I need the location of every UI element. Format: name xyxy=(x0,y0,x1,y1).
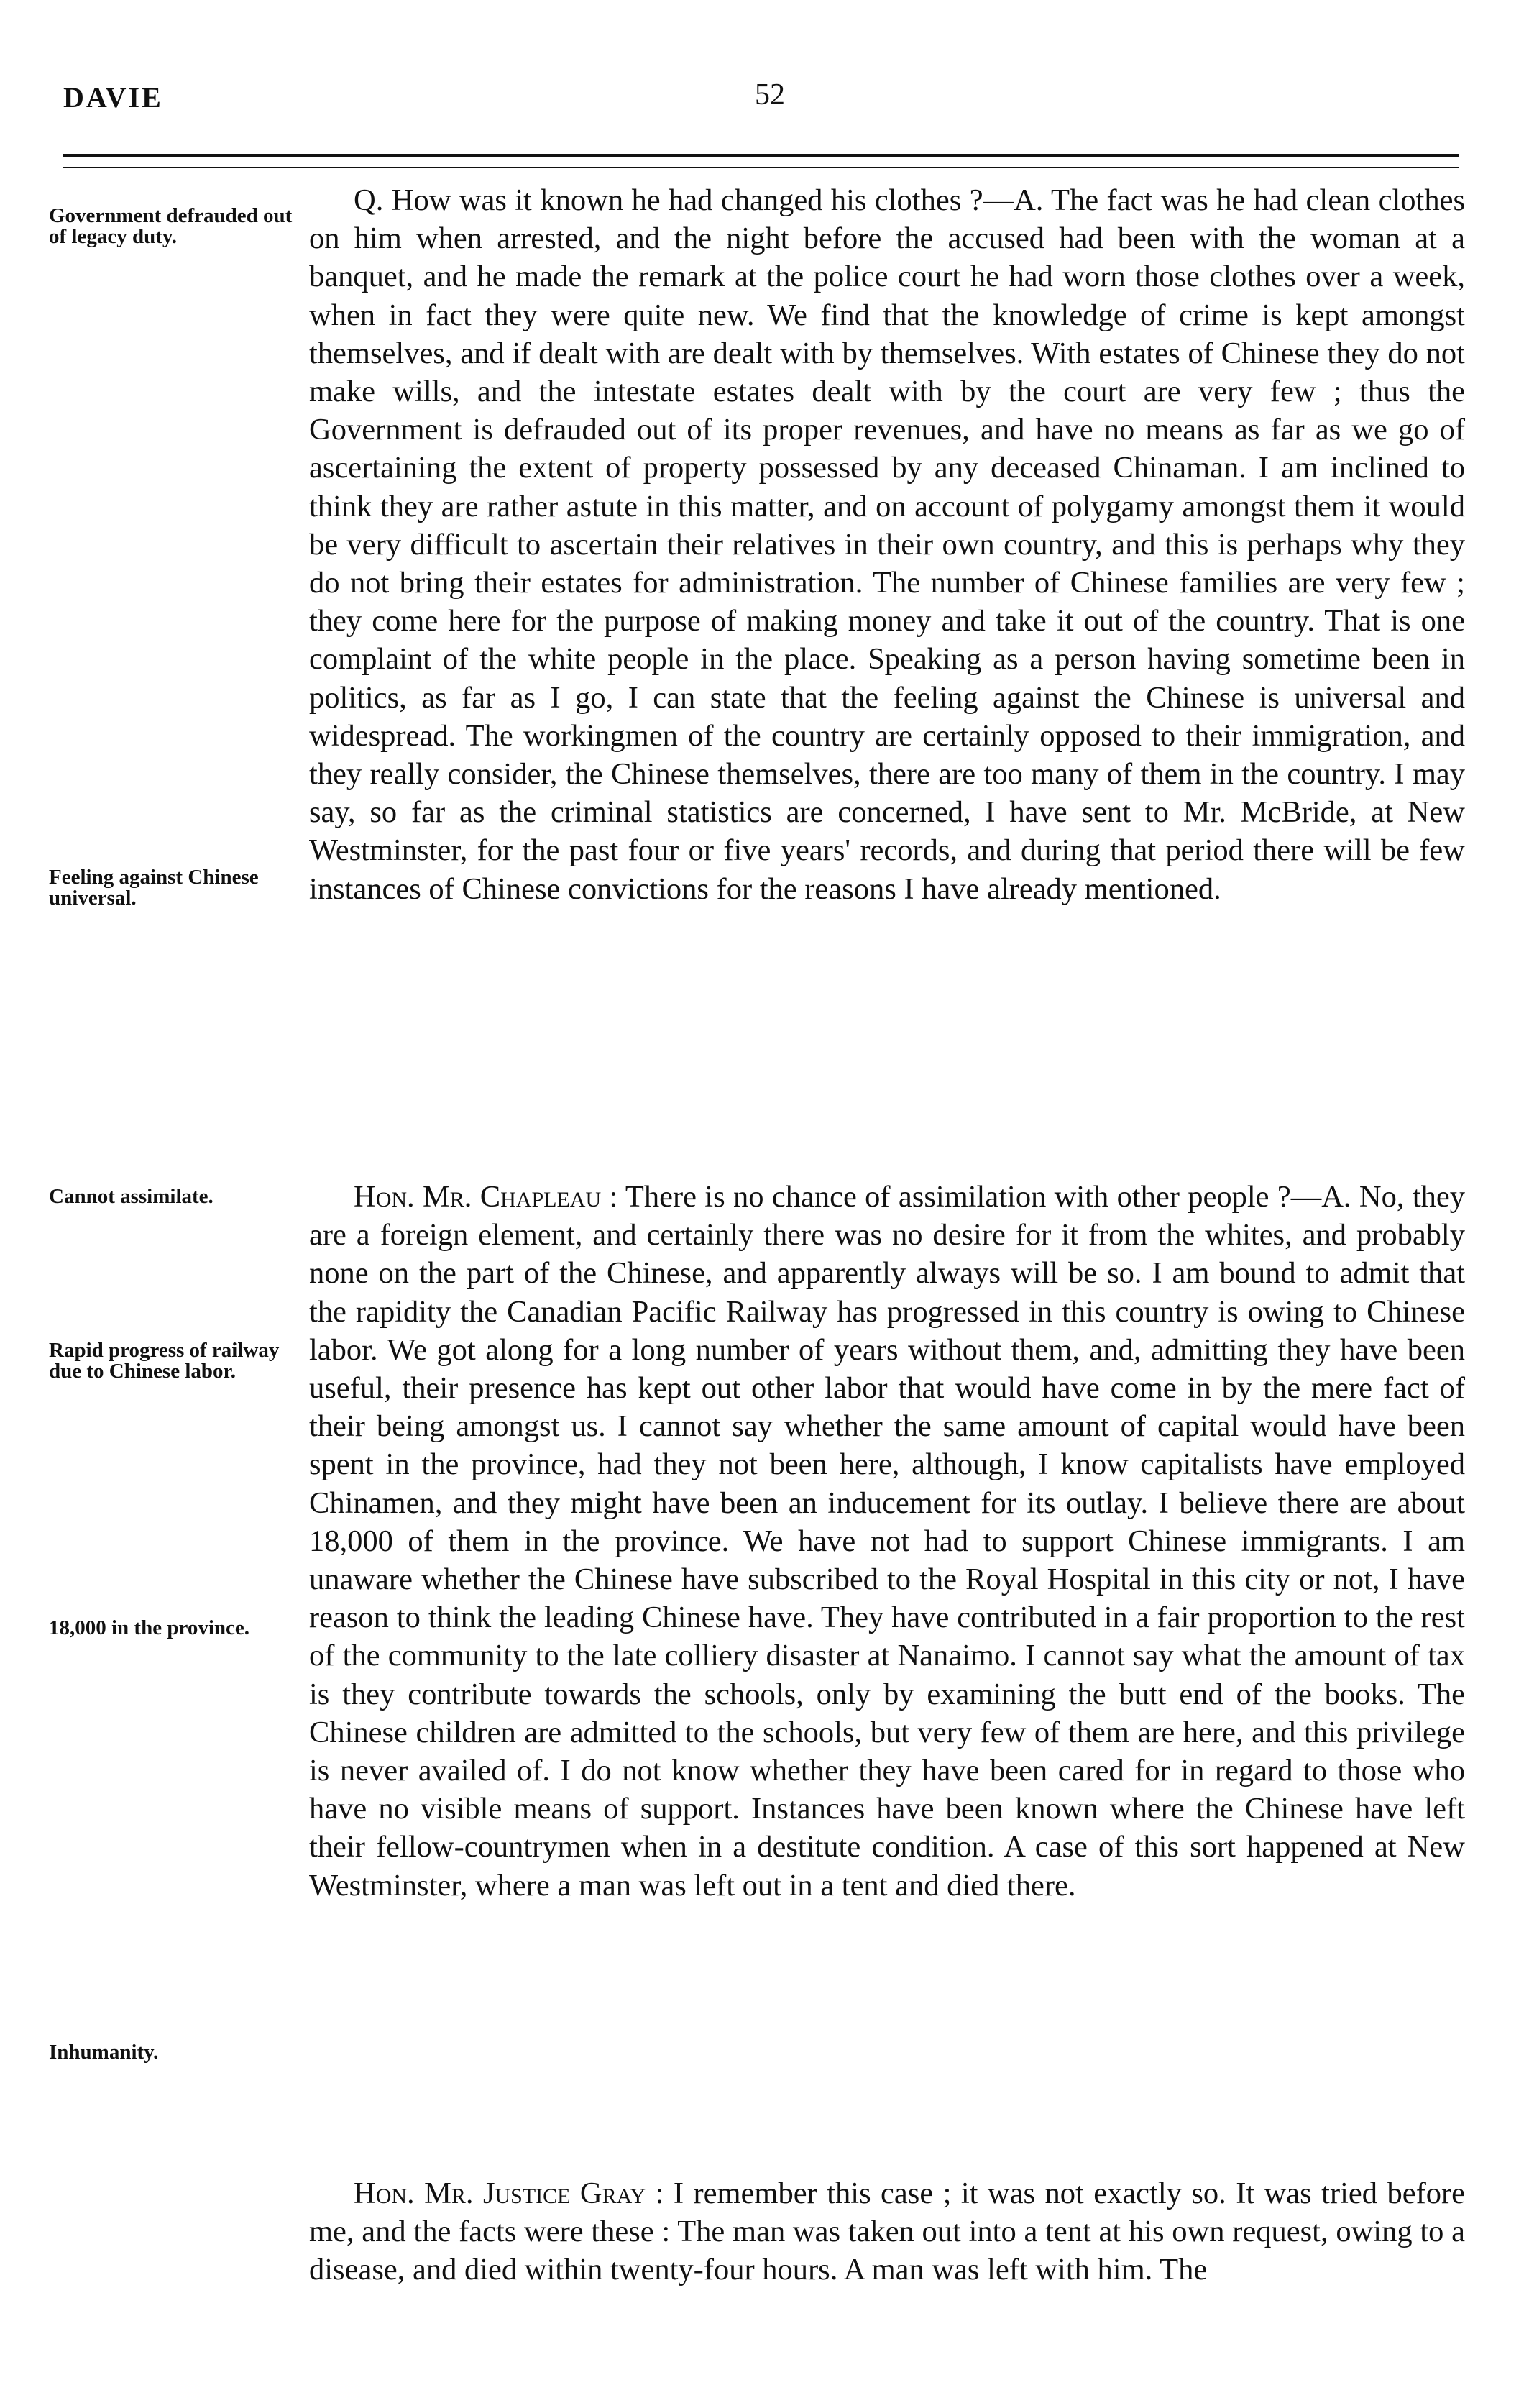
paragraph-justice-gray xyxy=(309,2174,1465,2289)
header-rule-thin xyxy=(63,167,1459,168)
speaker-name: Hon. Mr. Chapleau xyxy=(354,1180,602,1214)
page-number: 52 xyxy=(755,78,785,111)
speaker-name: Hon. Mr. Justice Gray xyxy=(354,2176,646,2210)
sidenote-railway: Rapid progress of railway due to Chinese labor. xyxy=(49,1339,280,1383)
sidenote-inhumanity: Inhumanity. xyxy=(49,2041,159,2064)
paragraph-chapleau xyxy=(309,1178,1465,1905)
paragraph-text: Q. How was it known he had changed his clothes ?—A. The fact was he had clean clothes on him when arrested, and the night before the accused had been with the woman at a banquet, and he made the remark at the police court he had worn those clothes over a week, when in fact they were quite new. We find that the knowledge of crime is kept amongst themselves, and if dealt with are dealt with by themselves. With estates of Chinese they do not make wills, and the intestate estates dealt with by the court are very few ; thus the Government is defrauded out of its proper revenues, and have no means as far as we go of ascertaining the extent of property possessed by any deceased Chinaman. I am inclined to think they are rather astute in this matter, and on account of polygamy amongst them it would be very difficult to ascertain their relatives in their own country, and this is perhaps why they do not bring their estates for administration. The number of Chinese families are very few ; they come here for the purpose of making money and take it out of the country. That is one complaint of the white people in the place. Speaking as a person having sometime been in politics, as far as I go, I can state that the feeling against the Chinese is universal and widespread. The workingmen of the country are certainly opposed to their immigration, and they really consider, the Chinese themselves, there are too many of them in the country. I may say, so far as the criminal statistics are concerned, I have sent to Mr. McBride, at New Westminster, for the past four or five years' records, and during that period there will be few instances of Chinese convictions for the reasons I have already mentioned. xyxy=(309,183,1465,906)
paragraph-testimony xyxy=(309,181,1465,908)
sidenote-legacy-duty: Government defrauded out of legacy duty. xyxy=(49,204,293,248)
sidenote-feeling: Feeling against Chinese universal. xyxy=(49,866,259,910)
running-head: DAVIE xyxy=(63,81,163,114)
paragraph-text: : There is no chance of assimilation with other people ?—A. No, they are a foreign element, and certainly there was no desire for it from the whites, and probably none on the part of the Chinese, and apparently always will be so. I am bound to admit that the rapidity the Canadian Pacific Railway has progressed in this country is owing to Chinese labor. We got along for a long number of years without them, and, admitting they have been useful, their presence has kept out other labor that would have come in by the mere fact of their being amongst us. I cannot say whether the same amount of capital would have been spent in the province, had they not been here, although, I know capitalists have employed Chinamen, and they might have been an inducement for its outlay. I believe there are about 18,000 of them in the province. We have not had to support Chinese immigrants. I am unaware whether the Chinese have subscribed to the Royal Hospital in this city or not, I have reason to think the leading Chinese have. They have contributed in a fair proportion to the rest of the community to the late colliery disaster at Nanaimo. I cannot say what the amount of tax is they contribute towards the schools, only by examining the butt end of the books. The Chinese children are admitted to the schools, but very few of them are here, and this privilege is never availed of. I do not know whether they have been cared for in regard to those who have no visible means of support. Instances have been known where the Chinese have left their fellow-countrymen when in a destitute condition. A case of this sort happened at New Westminster, where a man was left out in a tent and died there. xyxy=(309,1180,1465,1903)
paragraph-text: : I remember this case ; it was not exactly so. It was tried before me, and the facts were these : The man was taken out into a tent at his own request, owing to a disease, and died within twenty-four hours. A man was left with him. The xyxy=(309,2176,1465,2287)
sidenote-population: 18,000 in the province. xyxy=(49,1616,249,1639)
sidenote-assimilate: Cannot assimilate. xyxy=(49,1185,213,1208)
header-rule-thick xyxy=(63,154,1459,157)
